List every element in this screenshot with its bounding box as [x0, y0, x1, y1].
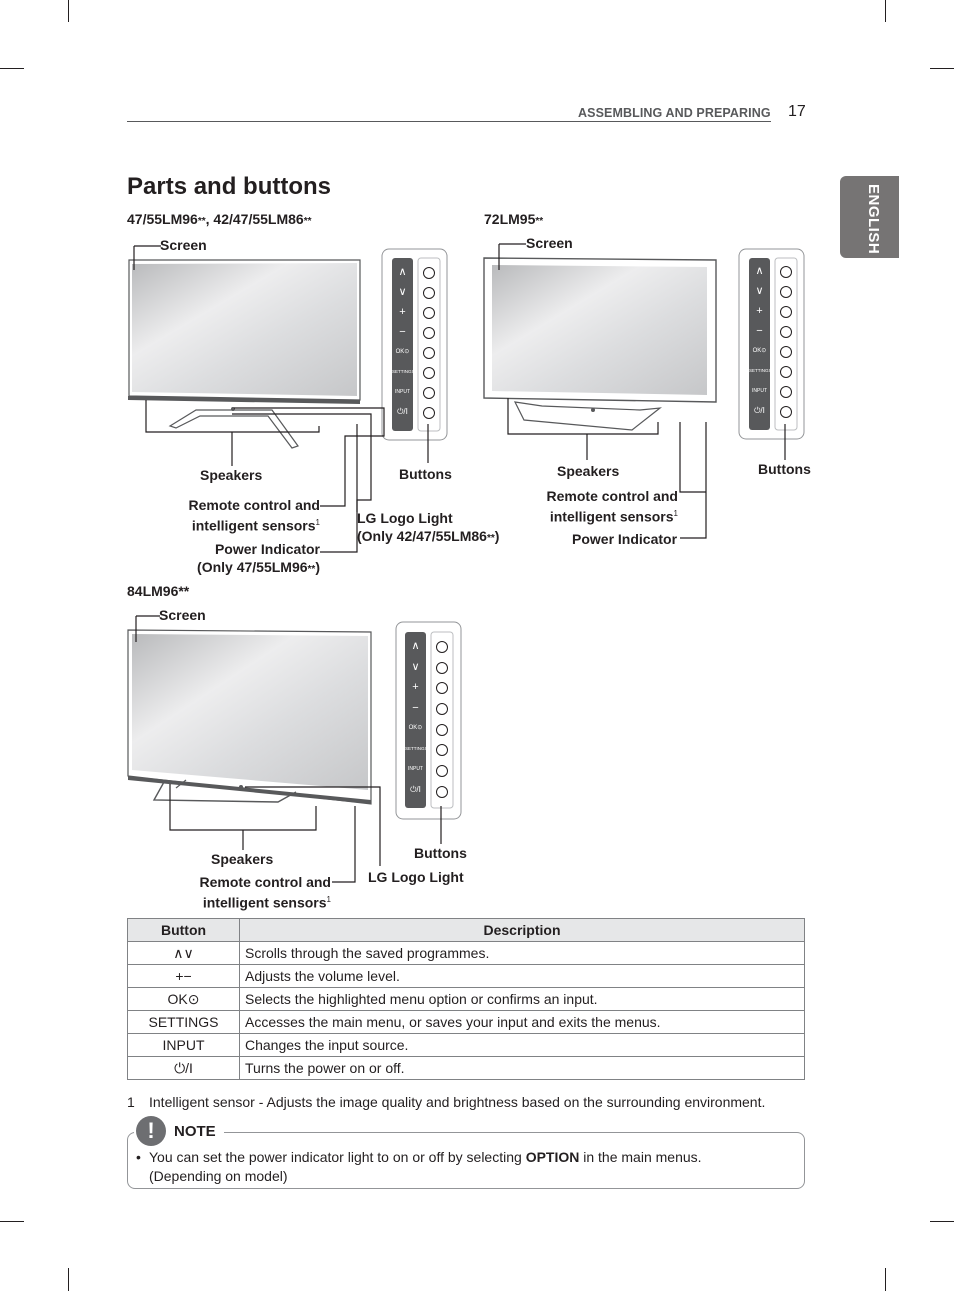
panel-plus-label: + [399, 306, 406, 318]
panel-power-label: ⏻/I [397, 407, 408, 416]
tv2-illustration [484, 258, 716, 430]
tv3-panel-labels [405, 636, 426, 800]
table-cell-button: +− [128, 965, 240, 988]
table-row [128, 1011, 805, 1034]
table-cell-button: OK⊙ [128, 988, 240, 1011]
d2-remote-line2-wrap [527, 505, 678, 526]
exclamation-icon: ! [136, 1116, 166, 1146]
plus-icon [436, 682, 448, 694]
d1-power-line2-suffix: ) [315, 559, 320, 575]
d2-model-stars: ** [535, 216, 544, 227]
d1-model-stars: ** [197, 216, 206, 227]
d1-power-stars: ** [307, 564, 316, 575]
ok-icon [436, 724, 448, 736]
tv1-panel-labels [392, 262, 413, 422]
panel-input-label: INPUT [752, 388, 767, 394]
d1-logo-label [357, 509, 499, 548]
table-row [128, 942, 805, 965]
d1-model-label [127, 211, 311, 227]
section-header: ASSEMBLING AND PREPARING [578, 106, 771, 120]
power-icon [423, 407, 435, 419]
tv2-panel-icons [780, 266, 792, 418]
table-header-button: Button [128, 919, 240, 942]
d1-logo-line2-prefix: (Only 42/47/55LM86 [357, 528, 487, 544]
d1-screen-label: Screen [160, 237, 207, 253]
table-cell-button: ⏻/I [128, 1057, 240, 1080]
table-cell-description: Scrolls through the saved programmes. [240, 942, 805, 965]
power-icon [780, 406, 792, 418]
panel-ok-label: OK⊙ [395, 349, 410, 355]
d1-power-line1: Power Indicator [214, 541, 320, 557]
d1-logo-line2-wrap [357, 527, 499, 548]
up-icon [436, 641, 448, 653]
d3-screen-label: Screen [159, 607, 206, 623]
note-line1 [136, 1148, 702, 1167]
tv2-screen [492, 265, 707, 395]
panel-down-label: ∨ [411, 660, 420, 673]
note-text-before: You can set the power indicator light to on or off by selecting [149, 1149, 526, 1165]
d2-remote-sup: 1 [673, 509, 678, 518]
panel-minus-label: − [399, 326, 406, 338]
d2-screen-label: Screen [526, 235, 573, 251]
d2-model-prefix: 72LM95 [484, 211, 536, 227]
note-line2: (Depending on model) [149, 1168, 288, 1184]
settings-icon [780, 366, 792, 378]
panel-minus-label: − [412, 701, 419, 714]
minus-icon [436, 703, 448, 715]
panel-plus-label: + [412, 681, 419, 693]
table-cell-description: Selects the highlighted menu option or confirms an input. [240, 988, 805, 1011]
d2-power-label: Power Indicator [572, 531, 678, 547]
panel-power-label: ⏻/I [410, 784, 421, 794]
input-icon [436, 765, 448, 777]
tv3-screen [132, 634, 368, 790]
panel-ok-label: OK⊙ [408, 725, 423, 731]
buttons-table [127, 918, 805, 1080]
d1-logo-line1: LG Logo Light [357, 510, 453, 526]
plus-icon [423, 307, 435, 319]
panel-down-label: ∨ [398, 286, 407, 298]
table-header-row [128, 919, 805, 942]
d1-remote-line2-wrap [170, 514, 320, 535]
table-row [128, 1057, 805, 1080]
d3-remote-label [180, 873, 331, 912]
table-cell-button: INPUT [128, 1034, 240, 1057]
d1-speakers-label: Speakers [200, 467, 263, 483]
d1-power-line2-wrap [170, 558, 320, 579]
panel-power-label: ⏻/I [754, 406, 765, 415]
tv1-screen [132, 263, 357, 396]
tv2-stand [515, 402, 660, 430]
table-row [128, 1034, 805, 1057]
tv1-panel-icons [423, 267, 435, 419]
tv2-panel-labels [749, 261, 770, 421]
d3-logo-label: LG Logo Light [368, 869, 464, 885]
table-row [128, 965, 805, 988]
d2-model-label [484, 211, 543, 227]
d1-power-label [170, 540, 320, 579]
d1-remote-label [170, 496, 320, 535]
d3-remote-sup: 1 [326, 895, 331, 904]
d3-model-label: 84LM96** [127, 583, 190, 599]
table-cell-description: Changes the input source. [240, 1034, 805, 1057]
tv3-illustration [128, 630, 371, 804]
d3-buttons-label: Buttons [414, 845, 467, 861]
d3-remote-line2: intelligent sensors [202, 894, 327, 911]
d1-remote-sup: 1 [315, 518, 320, 527]
d2-remote-line2: intelligent sensors [549, 508, 674, 525]
panel-up-label: ∧ [411, 640, 420, 652]
d1-logo-line2-suffix: ) [494, 528, 500, 544]
d3-remote-line1: Remote control and [199, 874, 331, 890]
footnote [127, 1094, 765, 1110]
page-number: 17 [788, 103, 806, 120]
tv1-stand [170, 410, 298, 448]
note-header [134, 1116, 224, 1146]
d1-model-mid: , 42/47/55LM86 [205, 211, 304, 227]
language-tab-label: ENGLISH [865, 184, 882, 255]
d1-power-line2-prefix: (Only 47/55LM96 [197, 559, 308, 575]
d2-remote-label [527, 487, 678, 526]
panel-up-label: ∧ [398, 266, 407, 278]
page-title: Parts and buttons [127, 173, 332, 200]
settings-icon [423, 367, 435, 379]
footnote-text: Intelligent sensor - Adjusts the image quality and brightness based on the surrounding environment. [149, 1094, 766, 1110]
d1-logo-stars: ** [486, 533, 495, 544]
d1-remote-line1: Remote control and [188, 497, 320, 513]
ok-icon [423, 347, 435, 359]
d2-speakers-label: Speakers [557, 463, 620, 479]
d3-remote-line2-wrap [180, 891, 331, 912]
tv3-panel-icons [436, 641, 448, 798]
note-text [136, 1148, 702, 1186]
table-cell-button: SETTINGS [128, 1011, 240, 1034]
up-icon [423, 267, 435, 279]
panel-settings-label: SETTINGS [749, 368, 772, 373]
panel-input-label: INPUT [408, 766, 423, 772]
input-icon [780, 386, 792, 398]
panel-down-label: ∨ [755, 285, 764, 297]
d1-remote-line2: intelligent sensors [191, 517, 316, 534]
plus-icon [780, 306, 792, 318]
panel-settings-label: SETTINGS [405, 745, 428, 751]
panel-plus-label: + [756, 305, 763, 317]
tv2-power-indicator [591, 408, 595, 412]
power-icon [436, 786, 448, 798]
panel-minus-label: − [756, 325, 763, 337]
note-bullet: • [136, 1149, 141, 1165]
table-cell-description: Accesses the main menu, or saves your input and exits the menus. [240, 1011, 805, 1034]
d1-buttons-label: Buttons [399, 466, 452, 482]
input-icon [423, 387, 435, 399]
d2-remote-line1: Remote control and [546, 488, 678, 504]
panel-ok-label: OK⊙ [752, 348, 767, 354]
table-cell-description: Turns the power on or off. [240, 1057, 805, 1080]
d2-buttons-label: Buttons [758, 461, 811, 477]
note-title: NOTE [174, 1122, 216, 1140]
note-bold: OPTION [525, 1149, 580, 1165]
table-cell-description: Adjusts the volume level. [240, 965, 805, 988]
table-header-description: Description [240, 919, 805, 942]
note-text-after: in the main menus. [579, 1149, 702, 1165]
tv3-logo-light [239, 785, 243, 789]
tv1-illustration [128, 260, 360, 448]
settings-icon [436, 744, 448, 756]
d1-model-stars-2: ** [303, 216, 312, 227]
table-row [128, 988, 805, 1011]
minus-icon [423, 327, 435, 339]
panel-settings-label: SETTINGS [392, 369, 415, 374]
minus-icon [780, 326, 792, 338]
down-icon [780, 286, 792, 298]
d1-model-prefix: 47/55LM96 [127, 211, 198, 227]
table-cell-button: ∧∨ [128, 942, 240, 965]
panel-up-label: ∧ [755, 265, 764, 277]
d3-speakers-label: Speakers [211, 851, 274, 867]
ok-icon [780, 346, 792, 358]
down-icon [423, 287, 435, 299]
footnote-number: 1 [127, 1094, 135, 1110]
up-icon [780, 266, 792, 278]
panel-input-label: INPUT [395, 389, 410, 395]
down-icon [436, 662, 448, 674]
